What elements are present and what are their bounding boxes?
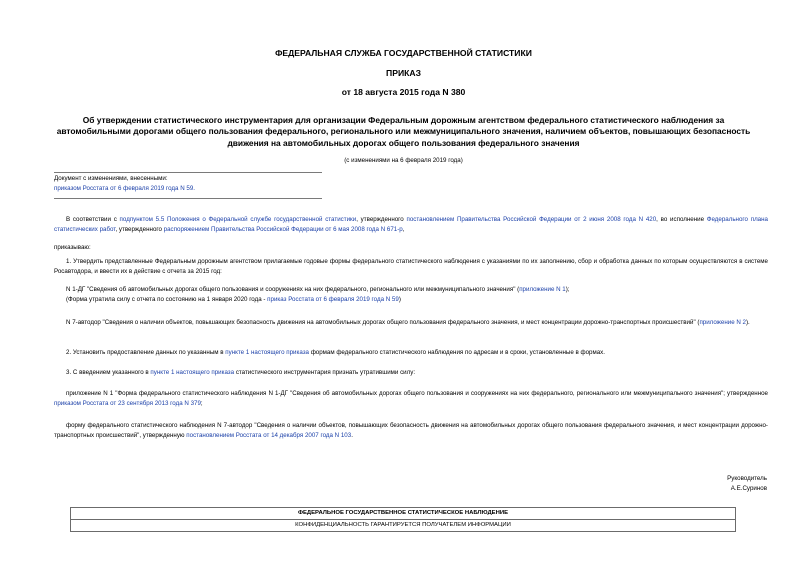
signature-name: А.Е.Суринов: [730, 485, 767, 492]
link-clause-1[interactable]: пункте 1 настоящего приказа: [225, 349, 309, 356]
repealed-annex-1: приложение N 1 "Форма федерального статистического наблюдения N 1-ДГ "Сведения об автомобильных дорогах общего пользования и сооружениях на них федерального, регионального или межмуниципального значения"; утвержденное приказом Росстата от 23 сентября 2013 года N 379;: [54, 390, 768, 407]
document-title: Об утверждении статистического инструментария для организации Федеральным дорожным агентством федерального статистического наблюдения за автомобильными дорогами общего пользования федерального, регионального или межмуниципального значения, наличием объектов, повышающих безопасность движения на автомобильных дорогах общего пользования федерального значения: [56, 115, 751, 148]
link-order-59[interactable]: приказ Росстата от 6 февраля 2019 года N 59: [267, 295, 399, 303]
link-annex-2[interactable]: приложение N 2: [699, 319, 746, 326]
order-word: приказываю:: [54, 244, 91, 251]
link-subclause-5-5[interactable]: подпунктом 5.5 Положения о Федеральной службе государственной статистики: [119, 216, 357, 223]
footer-row-observation: ФЕДЕРАЛЬНОЕ ГОСУДАРСТВЕННОЕ СТАТИСТИЧЕСКОЕ НАБЛЮДЕНИЕ: [297, 510, 509, 516]
changes-bottom-rule: [54, 198, 322, 199]
link-annex-1[interactable]: приложение N 1: [519, 286, 566, 293]
agency-heading: ФЕДЕРАЛЬНАЯ СЛУЖБА ГОСУДАРСТВЕННОЙ СТАТИСТИКИ: [275, 48, 532, 58]
form-7-avtodor: N 7-автодор "Сведения о наличии объектов, повышающих безопасность движения на автомобильных дорогах общего пользования федерального значения, и мест концентрации дорожно-транспортных происшествий" (приложение N 2).: [66, 319, 750, 326]
item-1: 1. Утвердить представленные Федеральным дорожным агентством прилагаемые годовые формы федерального статистического наблюдения с указаниями по их заполнению, сбор и обработка данных по которым осуществляются в системе Росавтодора, и ввести их в действие с отчета за 2015 год:: [54, 258, 768, 275]
link-order-379[interactable]: приказом Росстата от 23 сентября 2013 года N 379: [54, 399, 201, 407]
link-clause-1-b[interactable]: пункте 1 настоящего приказа: [150, 369, 235, 376]
signature-role: Руководитель: [727, 475, 767, 482]
doc-type-heading: ПРИКАЗ: [386, 68, 421, 78]
item-3: 3. С введением указанного в пункте 1 настоящего приказа статистического инструментария признать утратившими силу:: [66, 369, 416, 376]
doc-date-number: от 18 августа 2015 года N 380: [341, 87, 466, 97]
link-order-671[interactable]: распоряжением Правительства Российской Федерации от 6 мая 2008 года N 671-р: [163, 225, 403, 233]
link-resolution-103[interactable]: постановлением Росстата от 14 декабря 2007 года N 103: [186, 431, 352, 439]
link-federal-plan[interactable]: Федерального плана статистических работ: [54, 216, 768, 233]
intro-paragraph: В соответствии с подпунктом 5.5 Положения о Федеральной службе государственной статистики, утвержденного постановлением Правительства Российской Федерации от 2 июня 2008 года N 420, во исполнение Федерального плана статистических работ, утвержденного распоряжением Правительства Российской Федерации от 6 мая 2008 года N 671-р,: [54, 216, 768, 233]
changes-label: Документ с изменениями, внесенными:: [54, 175, 168, 182]
footer-box: [70, 507, 736, 532]
repealed-form-7: форму федерального статистического наблюдения N 7-автодор "Сведения о наличии объектов, повышающих безопасность движения на автомобильных дорогах общего пользования федерального значения, и мест концентрации дорожно-транспортных происшествий", утвержденную постановлением Росстата от 14 декабря 2007 года N 103.: [54, 422, 768, 439]
form-1dg: N 1-ДГ "Сведения об автомобильных дорогах общего пользования и сооружениях на них федерального, регионального или межмуниципального значения" (приложение N 1); (Форма утратила силу с отчета по состоянию на 1 января 2020 года - приказ Росстата от 6 февраля 2019 года N 59): [66, 286, 570, 303]
item-2: 2. Установить предоставление данных по указанным в пункте 1 настоящего приказа формам федерального статистического наблюдения по адресам и в сроки, установленные в формах.: [66, 349, 605, 356]
changes-top-rule: [54, 172, 322, 173]
amendment-note: (с изменениями на 6 февраля 2019 года): [344, 157, 463, 164]
changes-link[interactable]: приказом Росстата от 6 февраля 2019 года N 59.: [54, 185, 195, 192]
footer-row-confidential: КОНФИДЕНЦИАЛЬНОСТЬ ГАРАНТИРУЕТСЯ ПОЛУЧАТЕЛЕМ ИНФОРМАЦИИ: [71, 519, 735, 531]
link-decree-420[interactable]: постановлением Правительства Российской Федерации от 2 июня 2008 года N 420: [406, 216, 657, 223]
